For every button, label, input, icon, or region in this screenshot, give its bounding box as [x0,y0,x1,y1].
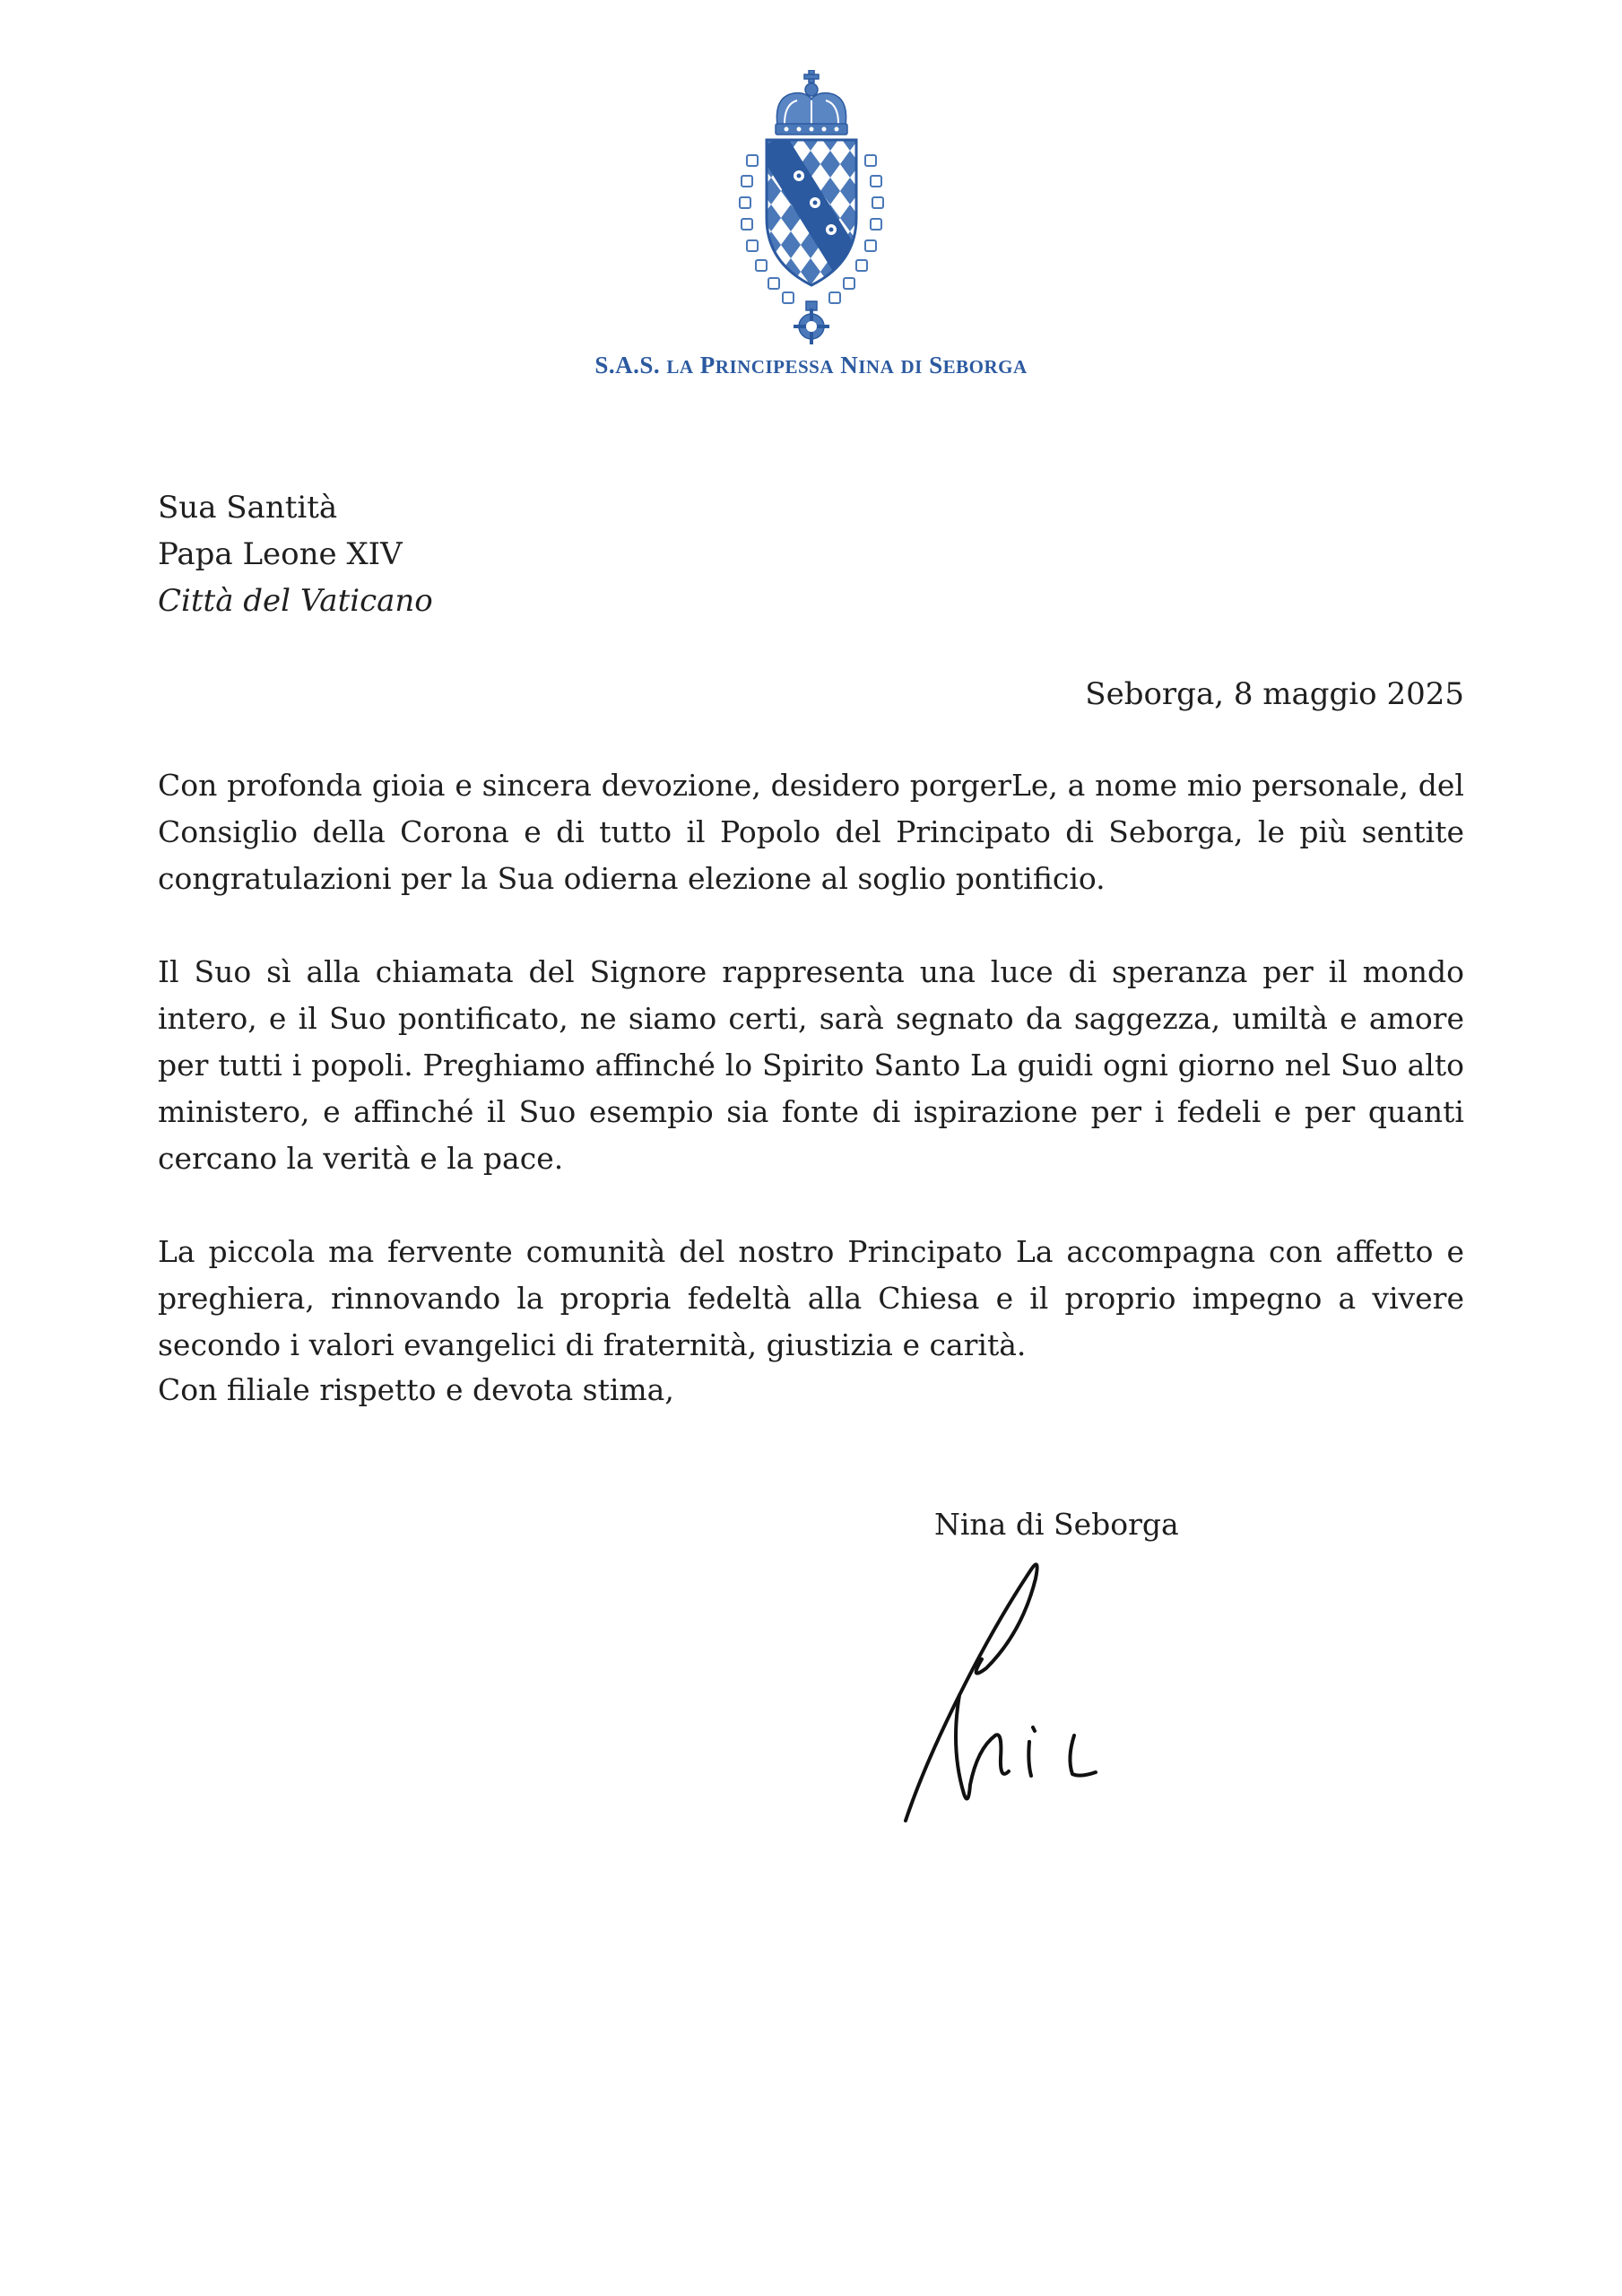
sender-la: LA [666,356,694,378]
recipient-line-2: Papa Leone XIV [158,536,403,572]
sender-rincipessa: RINCIPESSA [715,356,834,378]
seborga-coat-of-arms-icon [722,70,901,348]
recipient-line-3: Città del Vaticano [158,583,433,619]
sender-name [0,352,1622,379]
body-paragraph-3: La piccola ma fervente comunità del nostro Principato La accompagna con affetto e preghiera, rinnovando la propria fedeltà alla Chiesa e il proprio impegno a vivere secondo i valori evangelici di fraternità, giustizia e carità. [158,1234,1464,1362]
closing-line: Con filiale rispetto e devota stima, [158,1372,674,1407]
sender-n: N [840,352,859,378]
body-paragraph-1: Con profonda gioia e sincera devozione, desidero porgerLe, a nome mio personale, del Consiglio della Corona e di tutto il Popolo del Principato di Seborga, le più sentite congratulazioni per la Sua odierna elezione al soglio pontificio. [158,768,1464,896]
signature-name: Nina di Seborga [934,1507,1179,1542]
body-paragraph-2: Il Suo sì alla chiamata del Signore rappresenta una luce di speranza per il mondo intero, e il Suo pontificato, ne siamo certi, sarà segnato da saggezza, umiltà e amore per tutti i popoli. Preghiamo affinché lo Spirito Santo La guidi ogni giorno nel Suo alto ministero, e affinché il Suo esempio sia fonte di ispirazione per i fedeli e per quanti cercano la verità e la pace. [158,954,1464,1176]
sender-p: P [699,352,716,378]
recipient-line-1: Sua Santità [158,490,338,526]
letter-date: Seborga, 8 maggio 2025 [1085,676,1464,712]
sender-s: S [929,352,943,378]
handwritten-signature-icon [897,1552,1112,1830]
sender-eborga: EBORGA [942,356,1028,378]
sender-di: DI [900,356,923,378]
sender-prefix: S.A.S. [594,352,661,378]
letterhead [0,70,1622,379]
recipient-address [158,484,433,624]
letter-body [158,762,1464,1415]
sender-ina: INA [858,356,895,378]
